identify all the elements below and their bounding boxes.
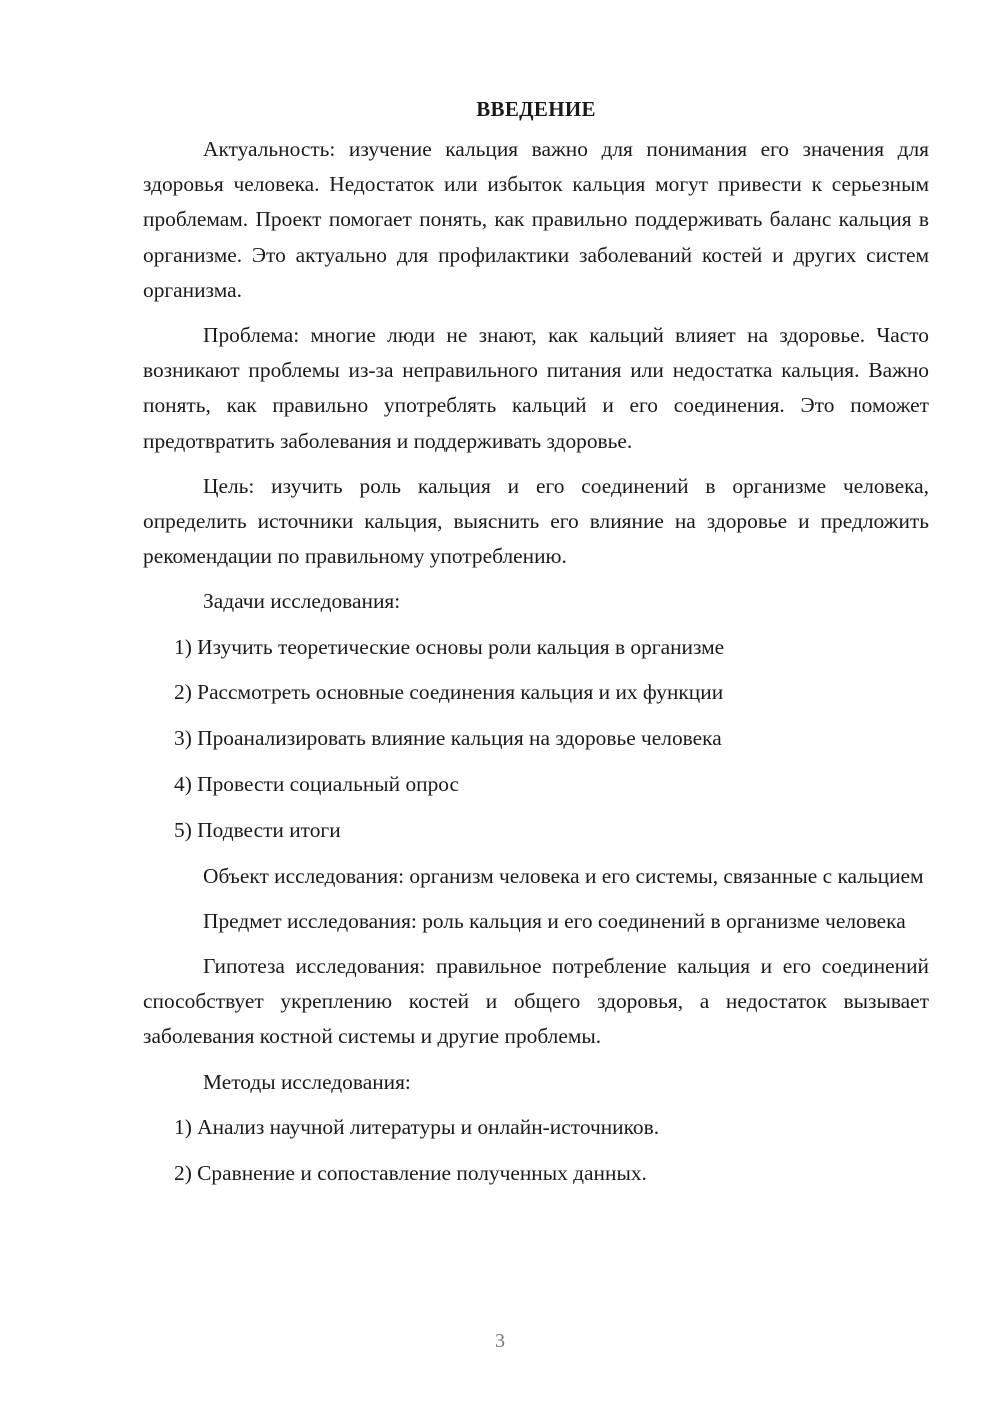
task-item: 5) Подвести итоги [174,817,341,842]
paragraph-object: Объект исследования: организм человека и его системы, связанные с кальцием [203,863,924,888]
method-item: 1) Анализ научной литературы и онлайн-источников. [174,1114,660,1139]
paragraph-problem: Проблема: многие люди не знают, как кальций влияет на здоровье. Часто возникают проблемы из-за неправильного питания или недостатка кальция. Важно понять, как правильно употреблять кальций и его соединения. Это поможет предотвратить заболевания и поддерживать здоровье. [143,323,929,453]
paragraph-subject: Предмет исследования: роль кальция и его соединений в организме человека [203,908,906,933]
tasks-list [143,630,929,848]
task-item: 2) Рассмотреть основные соединения кальция и их функции [174,680,724,705]
task-item: 1) Изучить теоретические основы роли кальция в организме [174,634,725,659]
methods-list [143,1110,929,1191]
methods-heading: Методы исследования: [203,1069,411,1094]
document-page [143,92,929,1201]
paragraph-relevance: Актуальность: изучение кальция важно для понимания его значения для здоровья человека. Недостаток или избыток кальция могут привести к серьезным проблемам. Проект помогает понять, как правильно поддерживать баланс кальция в организме. Это актуально для профилактики заболеваний костей и других систем организма. [143,137,929,302]
task-item: 3) Проанализировать влияние кальция на здоровье человека [174,726,722,751]
paragraph-hypothesis: Гипотеза исследования: правильное потребление кальция и его соединений способствует укреплению костей и общего здоровья, а недостаток вызывает заболевания костной системы и другие проблемы. [143,954,929,1049]
paragraph-goal: Цель: изучить роль кальция и его соединений в организме человека, определить источники кальция, выяснить его влияние на здоровье и предложить рекомендации по правильному употреблению. [143,473,929,569]
page-number: 3 [495,1330,505,1352]
tasks-heading: Задачи исследования: [203,589,401,614]
task-item: 4) Провести социальный опрос [174,772,460,797]
method-item: 2) Сравнение и сопоставление полученных данных. [174,1160,647,1185]
section-title: ВВЕДЕНИЕ [476,97,596,121]
